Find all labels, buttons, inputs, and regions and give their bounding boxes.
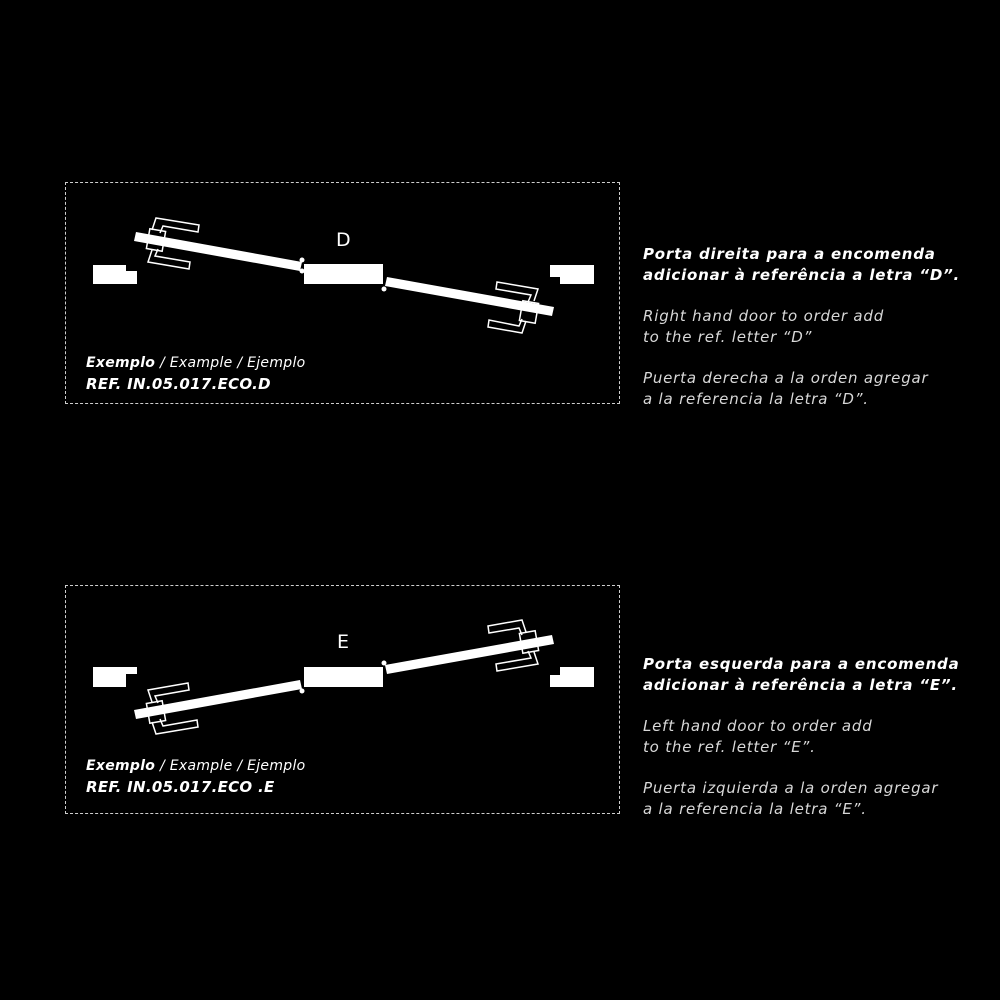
example-label — [86, 758, 306, 774]
example-label — [86, 355, 306, 371]
pt-instruction — [643, 654, 988, 695]
reference-code: REF. IN.05.017.ECO.D — [86, 375, 271, 393]
es-instruction — [643, 778, 988, 819]
left-door-leaf — [134, 232, 302, 271]
example-translations: / Example / Ejemplo — [155, 355, 306, 371]
hinge-left-b — [300, 269, 305, 274]
es-line-2: a la referencia la letra “D”. — [643, 389, 869, 408]
hinge-left — [300, 258, 305, 263]
example-pt: Exemplo — [86, 355, 156, 371]
right-wall — [550, 667, 594, 687]
en-line-2: to the ref. letter “D” — [643, 327, 813, 346]
es-line-1: Puerta izquierda a la orden agregar — [643, 779, 939, 797]
en-instruction — [643, 306, 988, 347]
door-letter: E — [337, 631, 350, 653]
pt-instruction — [643, 244, 988, 285]
hinge-right — [382, 287, 387, 292]
pt-line-2: adicionar à referência a letra “E”. — [643, 675, 958, 694]
right-wall — [550, 265, 594, 284]
door-letter: D — [336, 229, 351, 251]
hinge-right — [382, 661, 387, 666]
left-wall — [93, 667, 137, 687]
hinge-left — [300, 689, 305, 694]
pt-line-1: Porta esquerda para a encomenda — [643, 655, 960, 673]
left-door-description — [643, 654, 988, 819]
en-line-1: Right hand door to order add — [643, 307, 885, 325]
example-pt: Exemplo — [86, 758, 156, 774]
es-instruction — [643, 368, 988, 409]
reference-code: REF. IN.05.017.ECO .E — [86, 778, 275, 796]
right-door-diagram-panel — [65, 182, 620, 404]
right-door-leaf — [385, 277, 554, 316]
left-wall — [93, 265, 137, 284]
center-wall-block — [304, 667, 383, 687]
es-line-2: a la referencia la letra “E”. — [643, 799, 867, 818]
example-translations: / Example / Ejemplo — [155, 758, 306, 774]
left-door-diagram-panel — [65, 585, 620, 814]
en-instruction — [643, 716, 988, 757]
es-line-1: Puerta derecha a la orden agregar — [643, 369, 929, 387]
right-door-plan-drawing — [66, 183, 621, 405]
left-door-leaf — [134, 680, 302, 719]
right-door-leaf — [385, 635, 554, 674]
right-door-description — [643, 244, 988, 409]
en-line-1: Left hand door to order add — [643, 717, 873, 735]
pt-line-2: adicionar à referência a letra “D”. — [643, 265, 961, 284]
center-wall-block — [304, 264, 383, 284]
pt-line-1: Porta direita para a encomenda — [643, 245, 936, 263]
en-line-2: to the ref. letter “E”. — [643, 737, 816, 756]
